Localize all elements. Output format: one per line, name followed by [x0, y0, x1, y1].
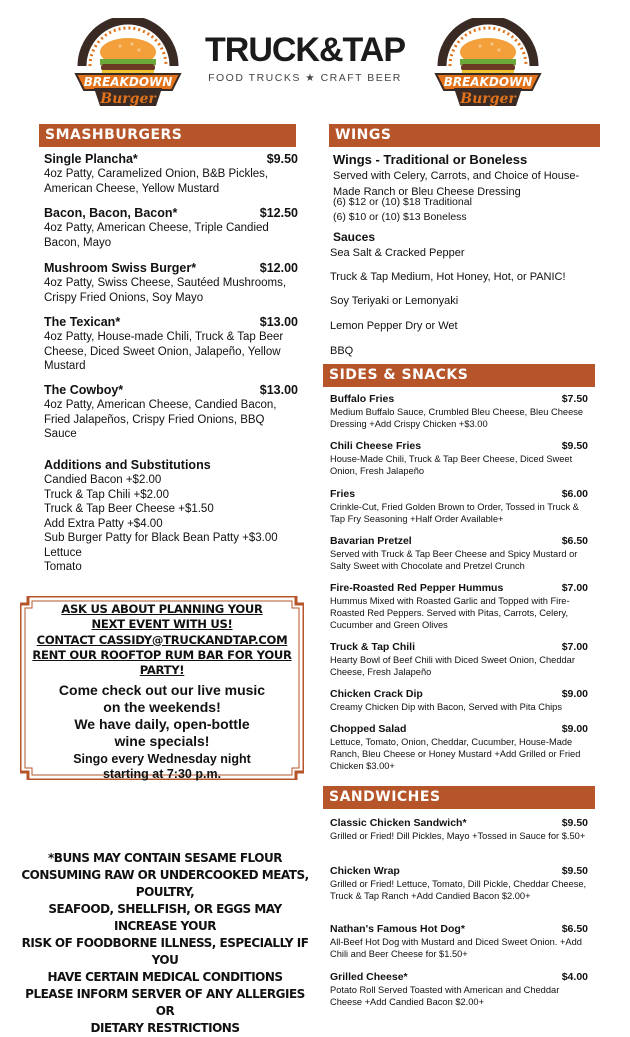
menu-item	[330, 582, 588, 631]
item-name: Chicken Crack Dip	[330, 688, 423, 700]
item-price: $6.00	[561, 488, 588, 500]
item-name: Fries	[330, 488, 356, 500]
menu-item	[330, 865, 588, 902]
sauce-option: Soy Teriyaki or Lemonyaki	[330, 295, 459, 307]
menu-item	[44, 206, 298, 250]
item-name: Chopped Salad	[330, 723, 407, 735]
item-price: $6.50	[561, 923, 588, 935]
sandwiches-heading: SANDWICHES	[323, 786, 595, 809]
menu-item	[330, 971, 588, 1008]
item-name: The Cowboy*	[44, 383, 124, 397]
item-description: Potato Roll Served Toasted with American and Cheddar Cheese +Add Candied Bacon $2.00+	[330, 985, 560, 1007]
menu-item	[330, 923, 588, 960]
addition-line: Lettuce	[44, 546, 82, 559]
item-price: $12.50	[259, 206, 298, 220]
item-description: 4oz Patty, Swiss Cheese, Sautéed Mushrooms, Crispy Fried Onions, Soy Mayo	[44, 277, 287, 304]
item-price: $7.50	[561, 393, 588, 405]
item-price: $13.00	[259, 315, 298, 329]
item-name: Grilled Cheese*	[330, 971, 408, 983]
item-description: All-Beef Hot Dog with Mustard and Diced Sweet Onion. +Add Chili and Beer Cheese for $1.50+	[330, 937, 582, 959]
item-price: $9.50	[561, 865, 588, 877]
brand-tagline: FOOD TRUCKS ★ CRAFT BEER	[208, 72, 402, 84]
wings-description: Served with Celery, Carrots, and Choice of House-Made Ranch or Bleu Cheese Dressing	[333, 170, 580, 198]
smashburgers-heading: SMASHBURGERS	[39, 124, 296, 147]
promo-line: RENT OUR ROOFTOP RUM BAR FOR YOUR PARTY!	[32, 647, 292, 678]
item-price: $9.50	[561, 817, 588, 829]
sides-heading: SIDES & SNACKS	[323, 364, 595, 387]
item-name: Single Plancha*	[44, 152, 138, 166]
sauce-option: Sea Salt & Cracked Pepper	[330, 247, 465, 259]
menu-item	[330, 488, 588, 525]
disclaimer-line: SEAFOOD, SHELLFISH, OR EGGS MAY INCREASE YOUR	[48, 902, 282, 933]
item-price: $4.00	[561, 971, 588, 983]
item-name: Classic Chicken Sandwich*	[330, 817, 467, 829]
item-price: $9.00	[561, 723, 588, 735]
item-name: Nathan's Famous Hot Dog*	[330, 923, 465, 935]
item-description: Grilled or Fried! Lettuce, Tomato, Dill Pickle, Cheddar Cheese, Truck & Tap Ranch +Add Candied Bacon $2.00+	[330, 879, 587, 901]
item-name: Buffalo Fries	[330, 393, 395, 405]
allergy-disclaimer	[20, 850, 310, 1037]
menu-item	[330, 723, 588, 772]
item-name: Chili Cheese Fries	[330, 440, 422, 452]
logo-text-bottom: Burger	[460, 91, 516, 107]
sauce-option: Truck & Tap Medium, Hot Honey, Hot, or PANIC!	[330, 271, 566, 283]
brand-block	[205, 32, 405, 84]
item-price: $6.50	[561, 535, 588, 547]
disclaimer-line: PLEASE INFORM SERVER OF ANY ALLERGIES OR	[25, 987, 305, 1018]
menu-item	[330, 440, 588, 477]
menu-item	[44, 261, 298, 305]
sauce-option: BBQ	[330, 345, 354, 357]
item-description: Medium Buffalo Sauce, Crumbled Bleu Cheese, Bleu Cheese Dressing +Add Crispy Chicken +$3.00	[330, 407, 584, 429]
promo-event: Singo every Wednesday night	[73, 752, 251, 767]
item-name: Bacon, Bacon, Bacon*	[44, 206, 178, 220]
logo-text-top: BREAKDOWN	[83, 75, 173, 89]
item-description: Served with Truck & Tap Beer Cheese and Spicy Mustard or Salty Sweet with Chocolate and Pretzel Crunch	[330, 549, 578, 571]
addition-line: Tomato	[44, 561, 82, 573]
promo-highlight: wine specials!	[114, 733, 210, 750]
item-description: House-Made Chili, Truck & Tap Beer Cheese, Diced Sweet Onion, Fresh Jalapeño	[330, 454, 573, 476]
item-price: $13.00	[259, 383, 298, 397]
menu-item	[44, 315, 298, 374]
item-description: Hearty Bowl of Beef Chili with Diced Sweet Onion, Cheddar Cheese, Fresh Jalapeño	[330, 655, 575, 677]
brand-name: TRUCK&TAP	[205, 31, 406, 69]
wings-heading: WINGS	[329, 124, 600, 147]
addition-line: Candied Bacon +$2.00	[44, 474, 162, 486]
item-price: $9.00	[561, 688, 588, 700]
disclaimer-line: CONSUMING RAW OR UNDERCOOKED MEATS, POULTRY,	[21, 868, 309, 899]
disclaimer-line: RISK OF FOODBORNE ILLNESS, ESPECIALLY IF YOU	[21, 936, 309, 967]
addition-line: Truck & Tap Beer Cheese +$1.50	[44, 503, 214, 515]
menu-item	[44, 152, 298, 196]
menu-item	[330, 535, 588, 572]
item-description: 4oz Patty, House-made Chili, Truck & Tap Beer Cheese, Diced Sweet Onion, Jalapeño, Yellow Mustard	[44, 331, 284, 372]
item-name: The Texican*	[44, 315, 121, 329]
menu-item	[330, 817, 588, 842]
addition-line: Sub Burger Patty for Black Bean Patty +$3.00	[44, 532, 278, 544]
menu-item	[330, 393, 588, 430]
promo-highlight: Come check out our live music	[58, 682, 266, 699]
promo-event: starting at 7:30 p.m.	[102, 767, 222, 782]
promo-email-line: CONTACT CASSIDY@TRUCKANDTAP.COM	[36, 632, 288, 647]
item-description: Hummus Mixed with Roasted Garlic and Topped with Fire-Roasted Red Peppers. Served with Pitas, Carrots, Celery, Cucumber and Green Olives	[330, 596, 570, 630]
additions-block	[44, 458, 298, 575]
promo-highlight: We have daily, open-bottle	[74, 716, 250, 733]
item-description: 4oz Patty, American Cheese, Triple Candied Bacon, Mayo	[44, 222, 269, 249]
promo-line: NEXT EVENT WITH US!	[91, 617, 233, 632]
menu-item	[330, 641, 588, 678]
item-price: $9.50	[266, 152, 298, 166]
sauces-title: Sauces	[333, 230, 376, 244]
breakdown-burger-logo-right	[432, 18, 544, 110]
sauce-option: Lemon Pepper Dry or Wet	[330, 320, 458, 332]
item-description: Lettuce, Tomato, Onion, Cheddar, Cucumber, House-Made Ranch, Bleu Cheese or Honey Mustard +Add Grilled or Fried Chicken $3.00+	[330, 737, 581, 771]
promo-box	[20, 602, 304, 782]
promo-highlight: on the weekends!	[103, 699, 221, 716]
wings-price-line: (6) $12 or (10) $18 Traditional	[333, 196, 472, 208]
disclaimer-line: HAVE CERTAIN MEDICAL CONDITIONS	[47, 970, 283, 984]
item-name: Fire-Roasted Red Pepper Hummus	[330, 582, 504, 594]
menu-item	[330, 688, 588, 713]
disclaimer-line: *BUNS MAY CONTAIN SESAME FLOUR	[48, 851, 282, 865]
item-description: 4oz Patty, American Cheese, Candied Bacon, Fried Jalapeños, Crispy Fried Onions, BBQ Sauce	[44, 399, 277, 440]
logo-text-top: BREAKDOWN	[443, 75, 533, 89]
addition-line: Add Extra Patty +$4.00	[44, 517, 163, 530]
item-price: $9.50	[561, 440, 588, 452]
disclaimer-line: DIETARY RESTRICTIONS	[90, 1021, 240, 1035]
addition-line: Truck & Tap Chili +$2.00	[44, 488, 169, 501]
item-name: Truck & Tap Chili	[330, 641, 415, 653]
menu-item	[44, 383, 298, 442]
item-price: $12.00	[259, 261, 298, 275]
item-description: Creamy Chicken Dip with Bacon, Served with Pita Chips	[330, 702, 563, 712]
wings-title: Wings - Traditional or Boneless	[333, 152, 528, 167]
item-description: Crinkle-Cut, Fried Golden Brown to Order, Tossed in Truck & Tap Fry Seasoning +Half Order Available+	[330, 502, 579, 524]
item-price: $7.00	[561, 641, 588, 653]
promo-line: ASK US ABOUT PLANNING YOUR	[61, 602, 263, 616]
breakdown-burger-logo-left	[72, 18, 184, 110]
item-name: Bavarian Pretzel	[330, 535, 412, 547]
item-name: Chicken Wrap	[330, 865, 400, 877]
item-description: 4oz Patty, Caramelized Onion, B&B Pickles, American Cheese, Yellow Mustard	[44, 168, 269, 195]
wings-price-line: (6) $10 or (10) $13 Boneless	[333, 211, 467, 223]
additions-title: Additions and Substitutions	[44, 458, 211, 472]
logo-text-bottom: Burger	[100, 91, 156, 107]
item-description: Grilled or Fried! Dill Pickles, Mayo +Tossed in Sauce for $.50+	[330, 831, 586, 841]
item-name: Mushroom Swiss Burger*	[44, 261, 197, 275]
item-price: $7.00	[561, 582, 588, 594]
